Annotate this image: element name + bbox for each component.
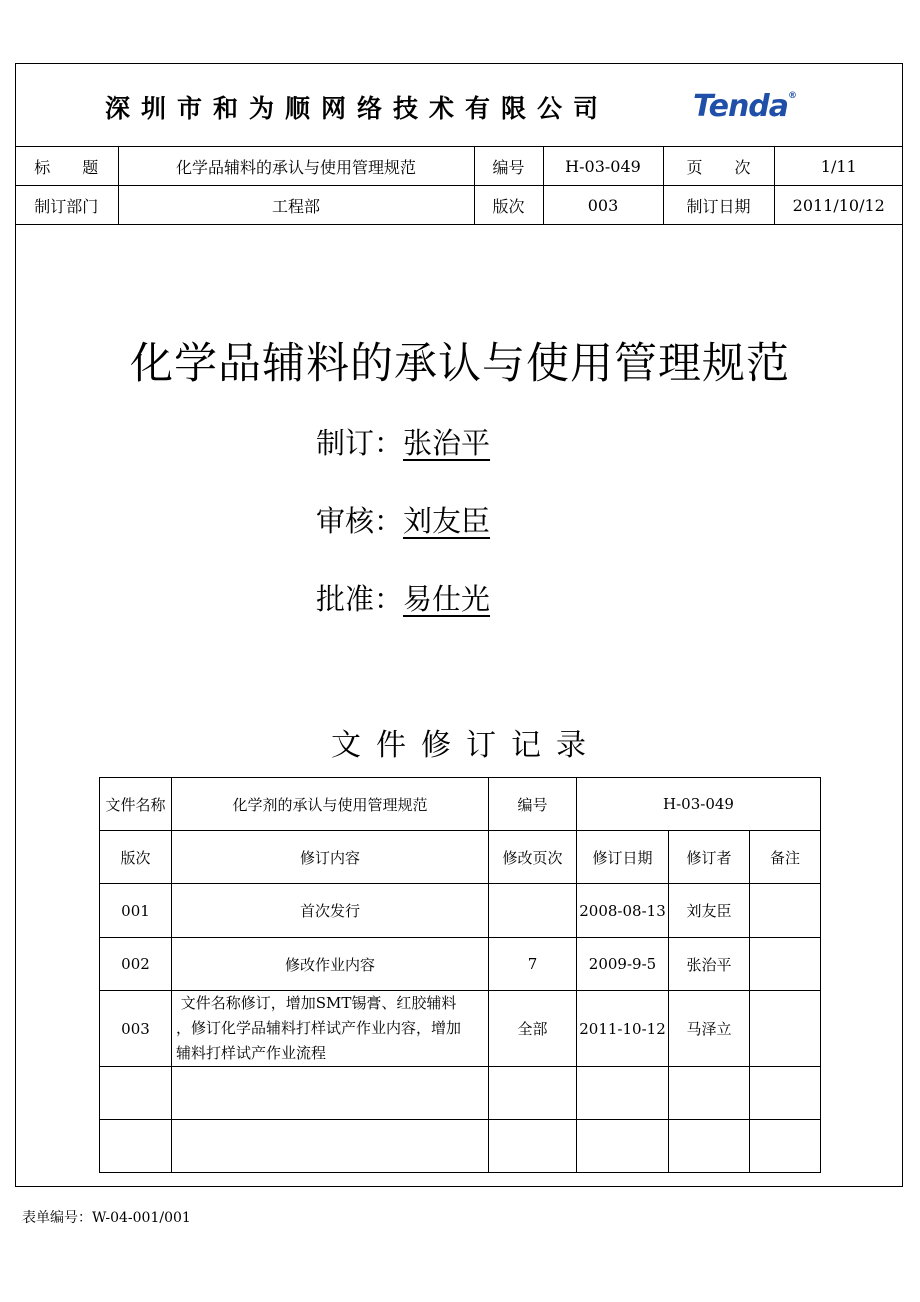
signature-name: 张治平 — [403, 426, 491, 460]
company-header — [15, 63, 903, 147]
table-cell — [750, 991, 821, 1067]
revision-record-title: 文件修订记录 — [331, 728, 601, 763]
table-cell: 2008-08-13 — [577, 884, 669, 938]
document-header-table — [15, 147, 903, 225]
table-cell — [750, 884, 821, 938]
signature-approved — [316, 577, 490, 618]
table-cell: 张治平 — [669, 938, 750, 991]
table-cell — [577, 1067, 669, 1120]
rev-number-value: H-03-049 — [577, 778, 821, 831]
signature-name: 刘友臣 — [403, 504, 491, 538]
date-value: 2011/10/12 — [774, 186, 903, 225]
logo-text: Tenda — [693, 89, 789, 124]
table-cell: 修改作业内容 — [172, 938, 489, 991]
table-row — [100, 1067, 821, 1120]
signature-drafted — [316, 421, 490, 462]
table-cell: 003 — [100, 991, 172, 1067]
line: 辅料打样试产作业流程 — [176, 1044, 327, 1062]
title-value: 化学品辅料的承认与使用管理规范 — [118, 147, 474, 186]
version-value: 003 — [543, 186, 663, 225]
signature-reviewed — [316, 499, 490, 540]
table-cell: 马泽立 — [669, 991, 750, 1067]
signature-label: 审核： — [316, 504, 404, 538]
table-cell — [100, 1067, 172, 1120]
document-title: 化学品辅料的承认与使用管理规范 — [130, 339, 790, 389]
table-cell: 2011-10-12 — [577, 991, 669, 1067]
table-cell — [750, 1067, 821, 1120]
table-row — [100, 938, 821, 991]
table-cell-multiline — [172, 991, 489, 1067]
dept-value: 工程部 — [118, 186, 474, 225]
file-name-value: 化学剂的承认与使用管理规范 — [172, 778, 489, 831]
table-row — [100, 1120, 821, 1173]
table-cell: 001 — [100, 884, 172, 938]
column-header: 修订者 — [669, 831, 750, 884]
tenda-logo — [693, 89, 796, 124]
table-cell — [669, 1120, 750, 1173]
form-code: 表单编号：W-04-001/001 — [22, 1210, 191, 1226]
number-value: H-03-049 — [543, 147, 663, 186]
dept-label: 制订部门 — [15, 186, 118, 225]
signature-label: 制订： — [316, 426, 404, 460]
signature-name: 易仕光 — [403, 582, 491, 616]
table-row — [100, 884, 821, 938]
table-cell — [100, 1120, 172, 1173]
logo-registered-mark: ® — [788, 91, 797, 101]
column-header: 修订内容 — [172, 831, 489, 884]
table-cell — [489, 1120, 577, 1173]
table-cell — [172, 1067, 489, 1120]
rev-number-label: 编号 — [489, 778, 577, 831]
table-cell — [750, 938, 821, 991]
number-label: 编号 — [474, 147, 543, 186]
line: ，修订化学品辅料打样试产作业内容，增加 — [176, 1019, 462, 1037]
line: 文件名称修订，增加SMT锡膏、红胶辅料 — [176, 994, 457, 1012]
table-cell: 刘友臣 — [669, 884, 750, 938]
table-cell — [669, 1067, 750, 1120]
header-divider — [15, 224, 903, 225]
column-header: 版次 — [100, 831, 172, 884]
title-label: 标 题 — [15, 147, 118, 186]
table-row — [100, 991, 821, 1067]
table-cell: 7 — [489, 938, 577, 991]
table-cell: 2009-9-5 — [577, 938, 669, 991]
table-cell — [489, 884, 577, 938]
table-cell: 002 — [100, 938, 172, 991]
revision-table — [99, 777, 821, 1173]
date-label: 制订日期 — [663, 186, 774, 225]
signature-label: 批准： — [316, 582, 404, 616]
column-header: 备注 — [750, 831, 821, 884]
table-cell — [172, 1120, 489, 1173]
table-cell — [750, 1120, 821, 1173]
version-label: 版次 — [474, 186, 543, 225]
table-cell: 首次发行 — [172, 884, 489, 938]
table-cell — [489, 1067, 577, 1120]
column-header: 修订日期 — [577, 831, 669, 884]
table-cell — [577, 1120, 669, 1173]
file-name-label: 文件名称 — [100, 778, 172, 831]
company-name: 深圳市和为顺网络技术有限公司 — [105, 94, 610, 123]
table-cell: 全部 — [489, 991, 577, 1067]
page-label: 页 次 — [663, 147, 774, 186]
column-header: 修改页次 — [489, 831, 577, 884]
page-value: 1/11 — [774, 147, 903, 186]
